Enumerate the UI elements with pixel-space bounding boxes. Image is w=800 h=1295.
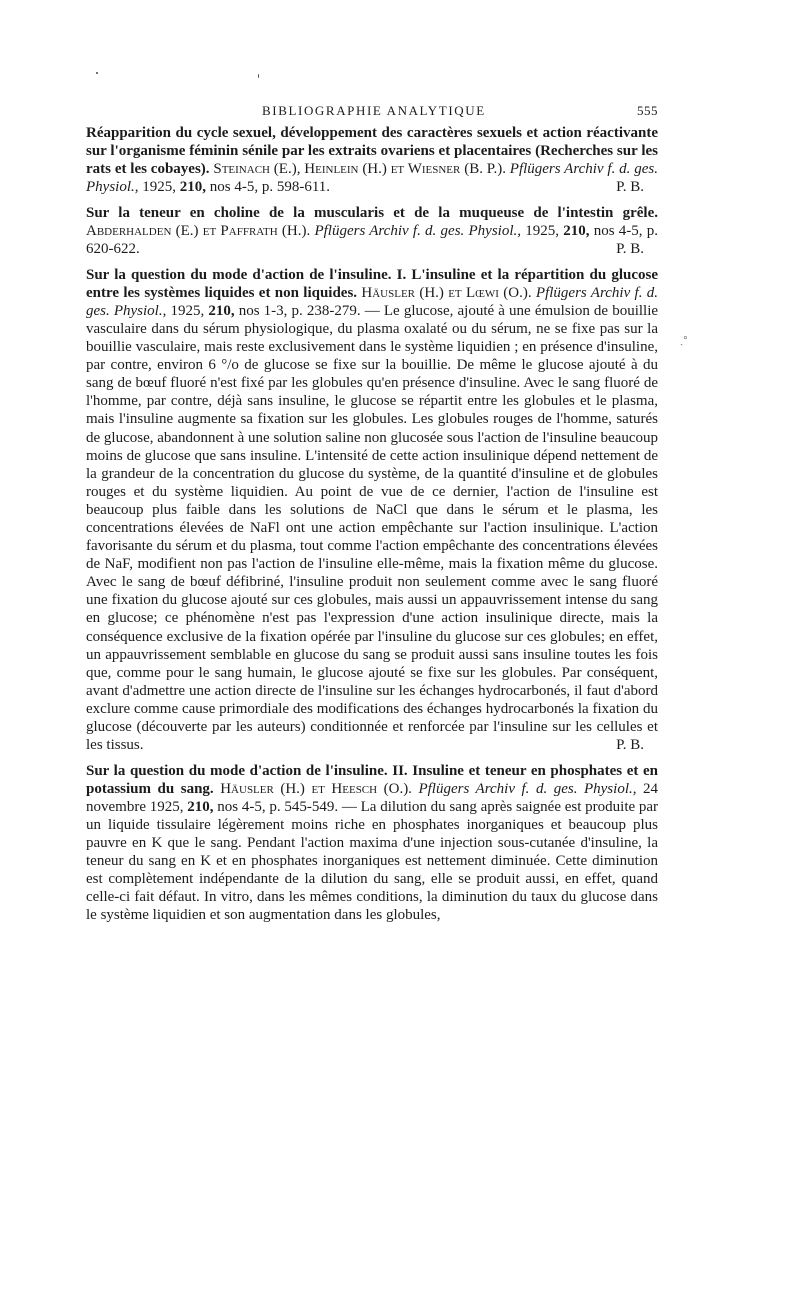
margin-mark: ˏ° [680,335,688,346]
entry-year: 24 novembre 1925, [86,780,659,815]
entry-authors: Steinach (E.), Heinlein (H.) et Wiesner (B. P.). [213,161,506,178]
entry-title: Sur la question du mode d'action de l'insuline. I. L'insuline et la répartition du glucose entre les systèmes liquides et non liquides. [86,266,658,301]
entry-pages: nos 4-5, p. 620-622. [86,222,658,258]
running-head: BIBLIOGRAPHIE ANALYTIQUE [262,103,486,118]
scan-speck [258,74,259,78]
entry-body: — La dilution du sang après saignée est produite par un liquide tissulaire légèrement moins riche en phosphates inorganiques et beaucoup plus pauvre en K que le sang. Pendant l'action maxima d'une injection sous-cutanée d'insuline, la teneur du sang en K et en phosphates inorganiques est nettement diminuée. Cette diminution est complètement indépendante de la dilution du sang, elle se produit aussi, en effet, quand celle-ci fait défaut. In vitro, dans les mêmes conditions, la diminution du taux du glucose dans le système liquidien et son augmentation dans les globules, [86,798,659,924]
bibliography-entry [86,266,658,755]
entry-journal: Pflügers Archiv f. d. ges. Physiol., [418,780,637,797]
entry-volume: 210, [179,179,206,196]
entry-authors: Häusler (H.) et Lœwi (O.). [361,284,532,301]
scan-speck [96,72,98,74]
bibliography-entry [86,204,658,258]
entry-body: — Le glucose, ajouté à une émulsion de bouillie vasculaire dans du sérum physiologique, du plasma oxalaté ou du sérum, ne se fixe pas sur la bouillie vasculaire, mais reste exclusivement dans le système liquidien ; en présence d'insuline, par contre, environ 6 °/o de glucose se fixe sur la bouillie. De même le glucose ajouté à du sang de bœuf fluoré n'est fixé par les globules qu'en présence d'insuline. Avec le sang fluoré de l'homme, par contre, déjà sans insuline, le glucose se répartit entre les globules et le plasma, mais l'insuline augmente sa fixation sur les globules. Les globules rouges de l'homme, saturés de glucose, abandonnent à une solution saline non glucosée sous l'action de l'insuline beaucoup moins de glucose que sans insuline. L'intensité de cette action insulinique dépend nettement de la grandeur de la concentration du glucose du système, de la quantité d'insuline et de globules rouges et du système liquidien. Au point de vue de ce dernier, l'action de l'insuline est beaucoup plus faible dans les solutions de NaCl que dans le sérum et le plasma, les concentrations élevées de NaFl ont une action empêchante sur l'action insulinique. L'action favorisante du sérum et du plasma, tout comme l'action empêchante des concentrations élevées de NaF, modifient non pas l'action de l'insuline elle-même, mais la fixation même du glucose. Avec le sang de bœuf défibriné, l'insuline produit non seulement comme avec le sang fluoré une fixation du glucose ajouté sur ces globules, mais aussi un appauvrissement intense du sang en glucose; ce phénomène n'est pas l'expression d'une action insulinique directe, mais la conséquence exclusive de la fixation opérée par l'insuline du glucose sur ces globules; en effet, un appauvrissement semblable en glucose du sang se produit aussi sans insuline toutes les fois que, comme pour le sang humain, le glucose ajouté se fixe sur les globules. Par conséquent, avant d'admettre une action directe de l'insuline sur les échanges hydrocarbonés, il faut d'abord exclure comme cause primordiale des modifications des échanges hydrocarbonés la fixation du glucose (découverte par les auteurs) conditionnée et renforcée par l'insuline sur les cellules et les tissus. [86,302,659,754]
bibliography-entries [86,124,658,932]
page-number: 555 [637,103,658,118]
entry-year: 1925, [170,302,205,319]
page-header [86,103,658,123]
entry-journal: Pflügers Archiv f. d. ges. Physiol., [86,284,659,319]
entry-title: Sur la question du mode d'action de l'insuline. II. Insuline et teneur en phosphates et en potassium du sang. [86,762,658,797]
entry-signature: P. B. [616,179,644,196]
entry-journal: Pflügers Archiv f. d. ges. Physiol., [314,222,521,239]
entry-volume: 210, [187,798,214,815]
entry-journal: Pflügers Archiv f. d. ges. Physiol., [86,161,658,196]
entry-pages: nos 4-5, p. 545-549. [217,798,339,815]
bibliography-entry [86,762,658,925]
entry-authors: Abderhalden (E.) et Paffrath (H.). [86,222,311,239]
entry-signature: P. B. [616,737,644,754]
bibliography-entry [86,124,658,196]
entry-title: Sur la teneur en choline de la muscularis et de la muqueuse de l'intestin grêle. [86,204,658,221]
entry-pages: nos 1-3, p. 238-279. [238,302,361,319]
entry-volume: 210, [208,302,235,319]
entry-signature: P. B. [616,241,644,258]
entry-title: Réapparition du cycle sexuel, développement des caractères sexuels et action réactivante sur l'organisme féminin sénile par les extraits ovariens et placentaires (Recherches sur les rats et les cobayes). [86,125,658,178]
entry-authors: Häusler (H.) et Heesch (O.). [220,780,412,797]
entry-year: 1925, [142,179,176,196]
entry-pages: nos 4-5, p. 598-611. [209,179,331,196]
entry-volume: 210, [563,222,590,239]
entry-year: 1925, [525,222,559,239]
